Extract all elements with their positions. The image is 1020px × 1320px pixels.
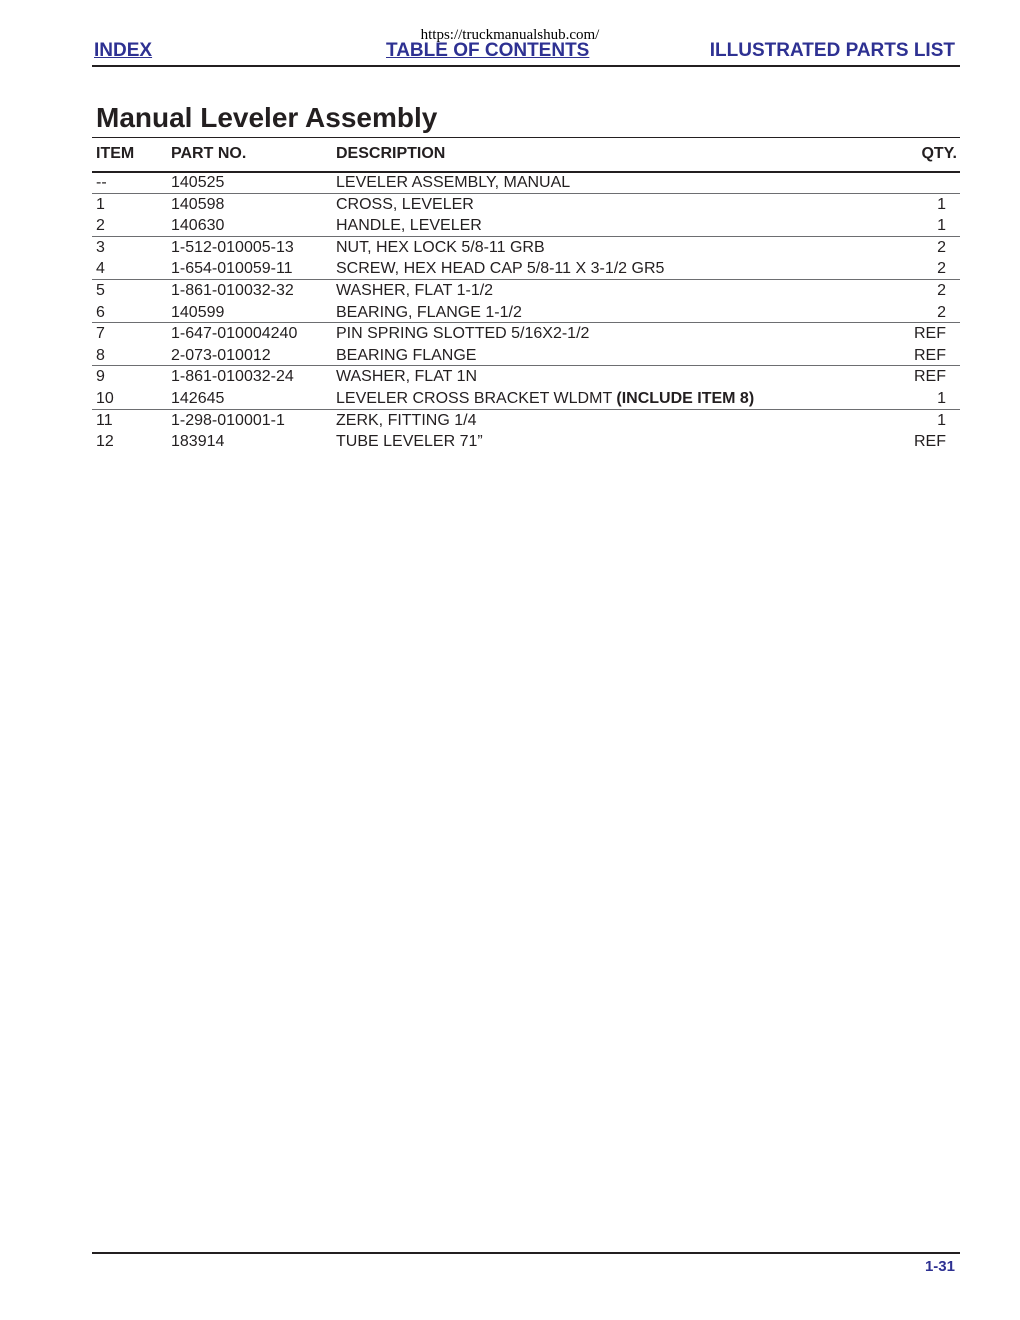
table-row — [92, 258, 960, 280]
part-number-cell: 1-298-010001-1 — [171, 411, 285, 429]
qty-cell: REF — [914, 368, 946, 386]
table-row — [92, 366, 960, 388]
item-cell: 2 — [96, 217, 105, 235]
table-row — [92, 172, 960, 194]
column-header-qty: QTY. — [921, 145, 957, 162]
page-title: Manual Leveler Assembly — [96, 102, 438, 133]
description-cell: TUBE LEVELER 71” — [336, 433, 483, 451]
table-row — [92, 280, 960, 302]
parts-table — [92, 172, 960, 453]
part-number-cell: 2-073-010012 — [171, 346, 271, 364]
description-cell: BEARING FLANGE — [336, 346, 477, 364]
description-cell: SCREW, HEX HEAD CAP 5/8-11 X 3-1/2 GR5 — [336, 260, 665, 278]
table-row — [92, 431, 960, 453]
description-cell: ZERK, FITTING 1/4 — [336, 411, 477, 429]
qty-cell: 1 — [937, 195, 946, 213]
qty-cell: 1 — [937, 411, 946, 429]
description-cell: PIN SPRING SLOTTED 5/16X2-1/2 — [336, 325, 590, 343]
description-cell: CROSS, LEVELER — [336, 195, 474, 213]
table-row — [92, 215, 960, 237]
item-cell: 3 — [96, 238, 105, 256]
page-number: 1-31 — [924, 1258, 955, 1275]
item-cell: 6 — [96, 303, 105, 321]
table-row — [92, 194, 960, 216]
watermark-url: https://truckmanualshub.com/ — [420, 27, 600, 43]
description-cell: LEVELER ASSEMBLY, MANUAL — [336, 174, 571, 191]
table-of-contents-link[interactable]: TABLE OF CONTENTS — [386, 40, 590, 61]
part-number-cell: 1-861-010032-24 — [171, 368, 294, 386]
item-cell: 9 — [96, 368, 105, 386]
table-row — [92, 302, 960, 324]
qty-cell: REF — [914, 325, 946, 343]
qty-cell: 2 — [937, 238, 946, 256]
part-number-cell: 183914 — [171, 433, 225, 451]
item-cell: 10 — [96, 389, 114, 407]
table-row — [92, 323, 960, 345]
include-note: (INCLUDE ITEM 8) — [616, 389, 755, 407]
qty-cell: 1 — [937, 389, 946, 407]
qty-cell: 2 — [937, 260, 946, 278]
qty-cell: 1 — [937, 217, 946, 235]
part-number-cell: 140630 — [171, 217, 225, 235]
item-cell: 1 — [96, 195, 105, 213]
footer-divider — [92, 1252, 960, 1254]
part-number-cell: 1-512-010005-13 — [171, 238, 294, 256]
description-cell: NUT, HEX LOCK 5/8-11 GRB — [336, 238, 545, 256]
part-number-cell: 140598 — [171, 195, 225, 213]
description-cell — [336, 388, 754, 410]
header-divider — [92, 65, 960, 67]
description-cell: BEARING, FLANGE 1-1/2 — [336, 303, 522, 321]
qty-cell: REF — [914, 433, 946, 451]
part-number-cell: 142645 — [171, 389, 225, 407]
qty-cell: 2 — [937, 303, 946, 321]
part-number-cell: 140599 — [171, 303, 225, 321]
part-number-cell: 1-647-010004240 — [171, 325, 298, 343]
description-cell: WASHER, FLAT 1-1/2 — [336, 281, 494, 299]
column-header-part-no: PART NO. — [171, 145, 247, 162]
item-cell: 7 — [96, 325, 105, 343]
description-cell: WASHER, FLAT 1N — [336, 368, 478, 386]
part-number-cell: 1-861-010032-32 — [171, 281, 294, 299]
item-cell: 12 — [96, 433, 114, 451]
description-cell: HANDLE, LEVELER — [336, 217, 482, 235]
index-link[interactable]: INDEX — [94, 40, 153, 61]
item-cell: 8 — [96, 346, 105, 364]
title-divider — [92, 137, 960, 138]
item-cell: 5 — [96, 281, 105, 299]
illustrated-parts-list-link[interactable]: ILLUSTRATED PARTS LIST — [709, 40, 955, 61]
column-header-description: DESCRIPTION — [336, 145, 446, 162]
table-row — [92, 237, 960, 259]
qty-cell: 2 — [937, 281, 946, 299]
table-row — [92, 345, 960, 367]
part-number-cell: 140525 — [171, 174, 225, 191]
qty-cell: REF — [914, 346, 946, 364]
part-number-cell: 1-654-010059-11 — [171, 260, 293, 278]
item-cell: -- — [96, 174, 107, 191]
item-cell: 11 — [96, 411, 113, 429]
table-row — [92, 410, 960, 432]
table-row — [92, 388, 960, 410]
column-header-item: ITEM — [96, 145, 135, 162]
item-cell: 4 — [96, 260, 105, 278]
description-text: LEVELER CROSS BRACKET WLDMT — [336, 389, 612, 407]
